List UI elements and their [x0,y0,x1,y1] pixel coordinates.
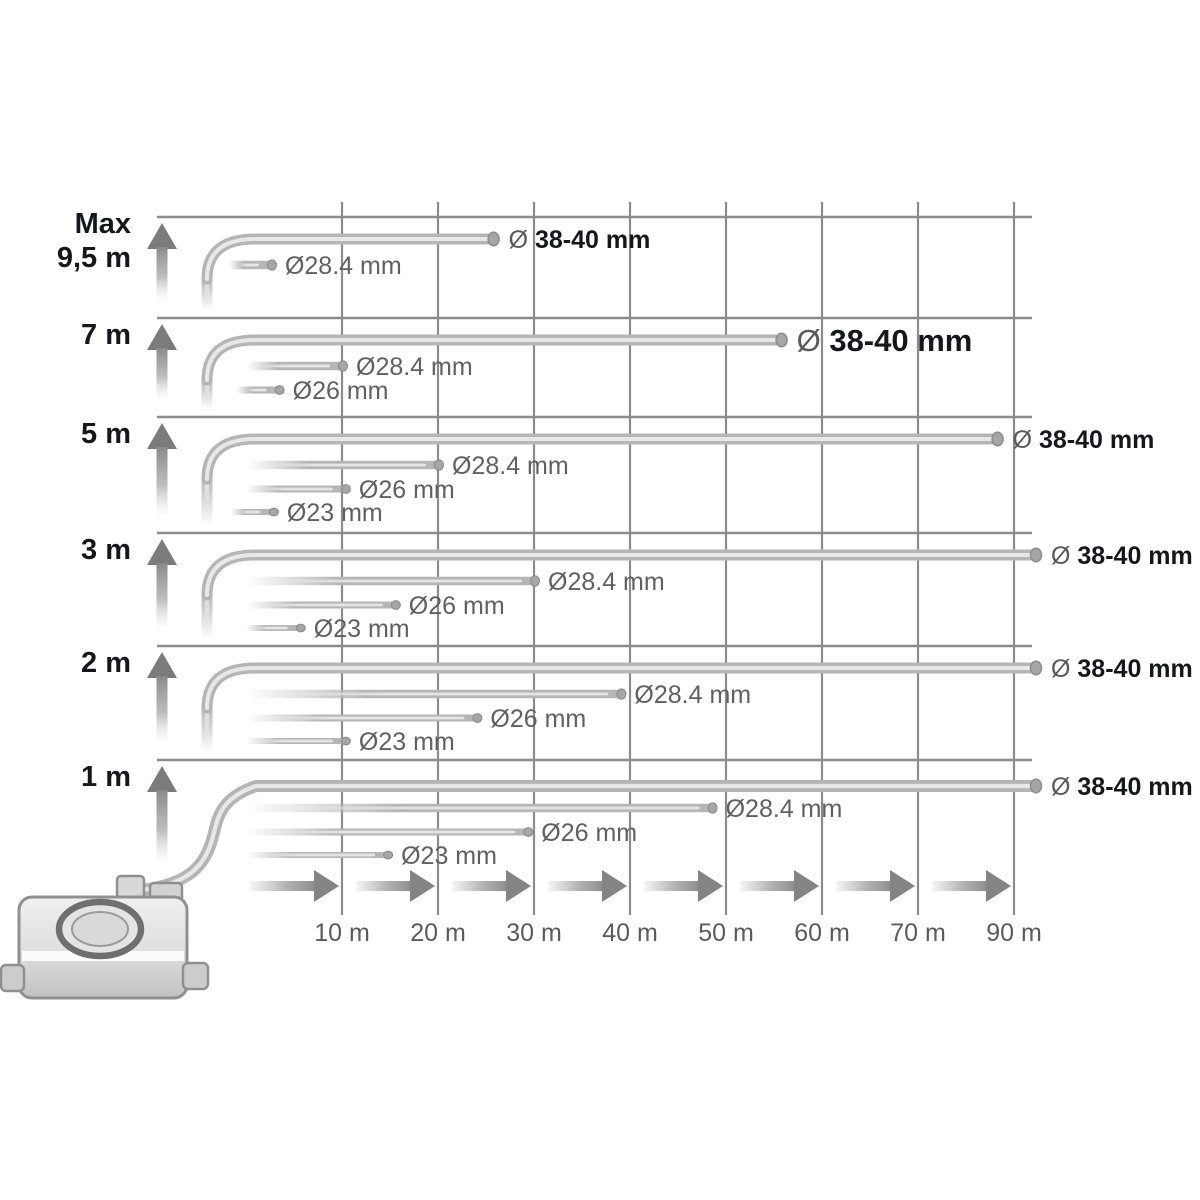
pipe-label-23-mm: Ø23 mm [358,728,455,756]
up-arrow-shaft [157,790,168,862]
lift-rows [57,208,1042,891]
pipe-label-28-4-mm: Ø28.4 mm [452,452,569,480]
pipe-highlight [241,511,261,514]
x-axis-arrow [250,870,339,902]
pump-lid-inner [72,912,128,946]
pipe-end-cap [269,508,278,516]
pipe-label-38-40-mm: Ø 38-40 mm [1051,655,1193,683]
pipe-body [207,668,1034,708]
pipe-end-cap [339,361,348,371]
x-axis-arrow [548,870,627,902]
lift-label: Max [74,208,131,240]
pipe-highlight [256,464,426,467]
pipe-body [207,340,780,380]
pipe-26-mm [246,714,482,723]
pipe-highlight [239,264,259,267]
pipe-label-26-mm: Ø26 mm [292,377,389,405]
x-axis-arrow [836,870,915,902]
pipe-highlight [256,831,515,834]
x-tick-label: 90 m [986,919,1042,947]
axis-arrow-shaft [836,881,891,891]
lift-label: 5 m [81,418,131,450]
up-arrow-head [147,652,177,678]
pipe-highlight [207,340,780,380]
up-arrow [147,324,177,399]
pipe-23-mm [246,737,350,745]
axis-arrow-head [986,870,1011,902]
pipe-28-4-mm [246,576,540,586]
pipe-end-cap [531,576,540,586]
pipe-end-cap [617,689,626,699]
pipe-end-cap [275,386,284,395]
axis-arrow-shaft [548,881,603,891]
up-arrow-shaft [157,247,168,300]
x-tick-label: 70 m [890,919,946,947]
pipe-end-cap [1031,779,1042,792]
pipe-label-23-mm: Ø23 mm [401,842,497,870]
pipe-label-28-4-mm: Ø28.4 mm [725,795,843,823]
up-arrow-shaft [157,447,168,515]
x-axis-arrow [452,870,531,902]
up-arrow-head [147,766,177,792]
axis-arrow-head [890,870,915,902]
pipe-highlight [207,439,996,479]
pipe-label-38-40-mm: Ø 38-40 mm [1051,542,1193,570]
pipe-28-4-mm [246,689,626,699]
axis-arrow-head [410,870,435,902]
up-arrow-head [147,423,177,449]
pipe-end-cap [708,803,717,813]
pipe-26-mm [237,386,285,395]
pipe-end-cap [296,624,305,632]
pipe-highlight [256,807,700,810]
up-arrow-head [147,539,177,565]
axis-arrow-shaft [356,881,411,891]
pump-inlet-right [183,963,208,989]
axis-arrow-shaft [250,881,315,891]
pipe-end-cap [435,460,444,470]
pipe-label-38-40-mm: Ø 38-40 mm [508,226,651,254]
x-tick-label: 20 m [410,919,466,947]
axis-arrow-head [602,870,627,902]
pipe-28-4-mm [246,460,444,470]
x-axis-arrow [740,870,819,902]
x-tick-label: 30 m [506,919,562,947]
up-arrow-shaft [157,563,168,628]
pipe-label-38-40-mm: Ø 38-40 mm [796,323,973,358]
up-arrow [147,766,177,862]
pipe-end-cap [992,432,1003,445]
pipe-end-cap [1031,548,1042,561]
axis-arrow-head [506,870,531,902]
lift-label: 3 m [81,534,131,566]
pump-unit [1,876,208,998]
pipe-end-cap [776,333,787,346]
x-axis-arrow [644,870,723,902]
lift-label: 1 m [81,761,131,793]
pipe-highlight [256,627,288,630]
pipe-label-28-4-mm: Ø28.4 mm [634,681,752,709]
x-axis-arrow [932,870,1011,902]
pipe-highlight [256,854,375,857]
pipe-28-4-mm [246,803,717,813]
pipe-label-26-mm: Ø26 mm [408,592,505,620]
axis-arrow-shaft [740,881,795,891]
pipe-26-mm [246,828,533,837]
pipe-23-mm [231,508,279,516]
pipe-end-cap [267,260,276,270]
axis-arrow-head [314,870,339,902]
axis-arrow-shaft [644,881,699,891]
pipe-end-cap [473,714,482,723]
pipe-highlight [247,389,267,392]
up-arrow [147,223,177,300]
x-tick-label: 10 m [314,919,370,947]
pipe-highlight [256,693,608,696]
up-arrow [147,423,177,515]
pipe-labels [285,226,1193,870]
x-axis [250,870,1042,947]
pipe-label-38-40-mm: Ø 38-40 mm [1012,426,1155,454]
pipe-highlight [256,717,464,720]
axis-arrow-shaft [932,881,987,891]
pipe-label-28-4-mm: Ø28.4 mm [548,568,665,596]
pipe-highlight [207,668,1034,708]
up-arrow [147,652,177,742]
up-arrow-shaft [157,348,168,399]
axis-arrow-head [698,870,723,902]
pipe-label-28-4-mm: Ø28.4 mm [356,353,473,381]
pump-outlet-stub [117,876,144,898]
pipe-end-cap [341,485,350,494]
pipe-label-26-mm: Ø26 mm [490,705,587,733]
pipe-body [207,439,996,479]
pipe-label-26-mm: Ø26 mm [358,476,455,504]
pipe-highlight [256,740,333,743]
x-tick-label: 60 m [794,919,850,947]
axis-arrow-head [794,870,819,902]
x-tick-label: 50 m [698,919,754,947]
pump-inlet-left [1,965,24,991]
lift-label: 9,5 m [56,242,131,274]
lift-label: 2 m [81,647,131,679]
pipe-23-mm [246,851,393,859]
pipe-highlight [256,604,383,607]
pipe-label-38-40-mm: Ø 38-40 mm [1051,773,1193,801]
axis-arrow-shaft [452,881,507,891]
pipe-label-23-mm: Ø23 mm [313,615,410,643]
pipe-end-cap [341,737,350,745]
up-arrow [147,539,177,628]
x-tick-label: 40 m [602,919,658,947]
up-arrow-head [147,223,177,249]
pipe-26-mm [246,485,350,494]
up-arrow-shaft [157,676,168,742]
pipe-end-cap [391,601,400,610]
lift-row-9-5m [57,208,1032,310]
lift-row-2m [81,646,1041,752]
pipe-28-4-mm [229,260,276,270]
pipe-label-28-4-mm: Ø28.4 mm [284,252,402,280]
pipe-23-mm [246,624,305,632]
pipe-end-cap [384,851,393,859]
pipe-end-cap [1031,661,1042,674]
pipe-highlight [256,365,330,368]
pipe-end-cap [488,232,499,245]
up-arrow-head [147,324,177,350]
pipe-label-26-mm: Ø26 mm [541,819,638,847]
pipe-highlight [256,488,333,491]
pipe-end-cap [524,828,533,837]
pipe-28-4-mm [246,361,348,371]
pipe-highlight [256,580,522,583]
lift-label: 7 m [81,319,131,351]
pipe-26-mm [246,601,400,610]
pipe-label-23-mm: Ø23 mm [286,499,383,527]
x-axis-arrow [356,870,435,902]
